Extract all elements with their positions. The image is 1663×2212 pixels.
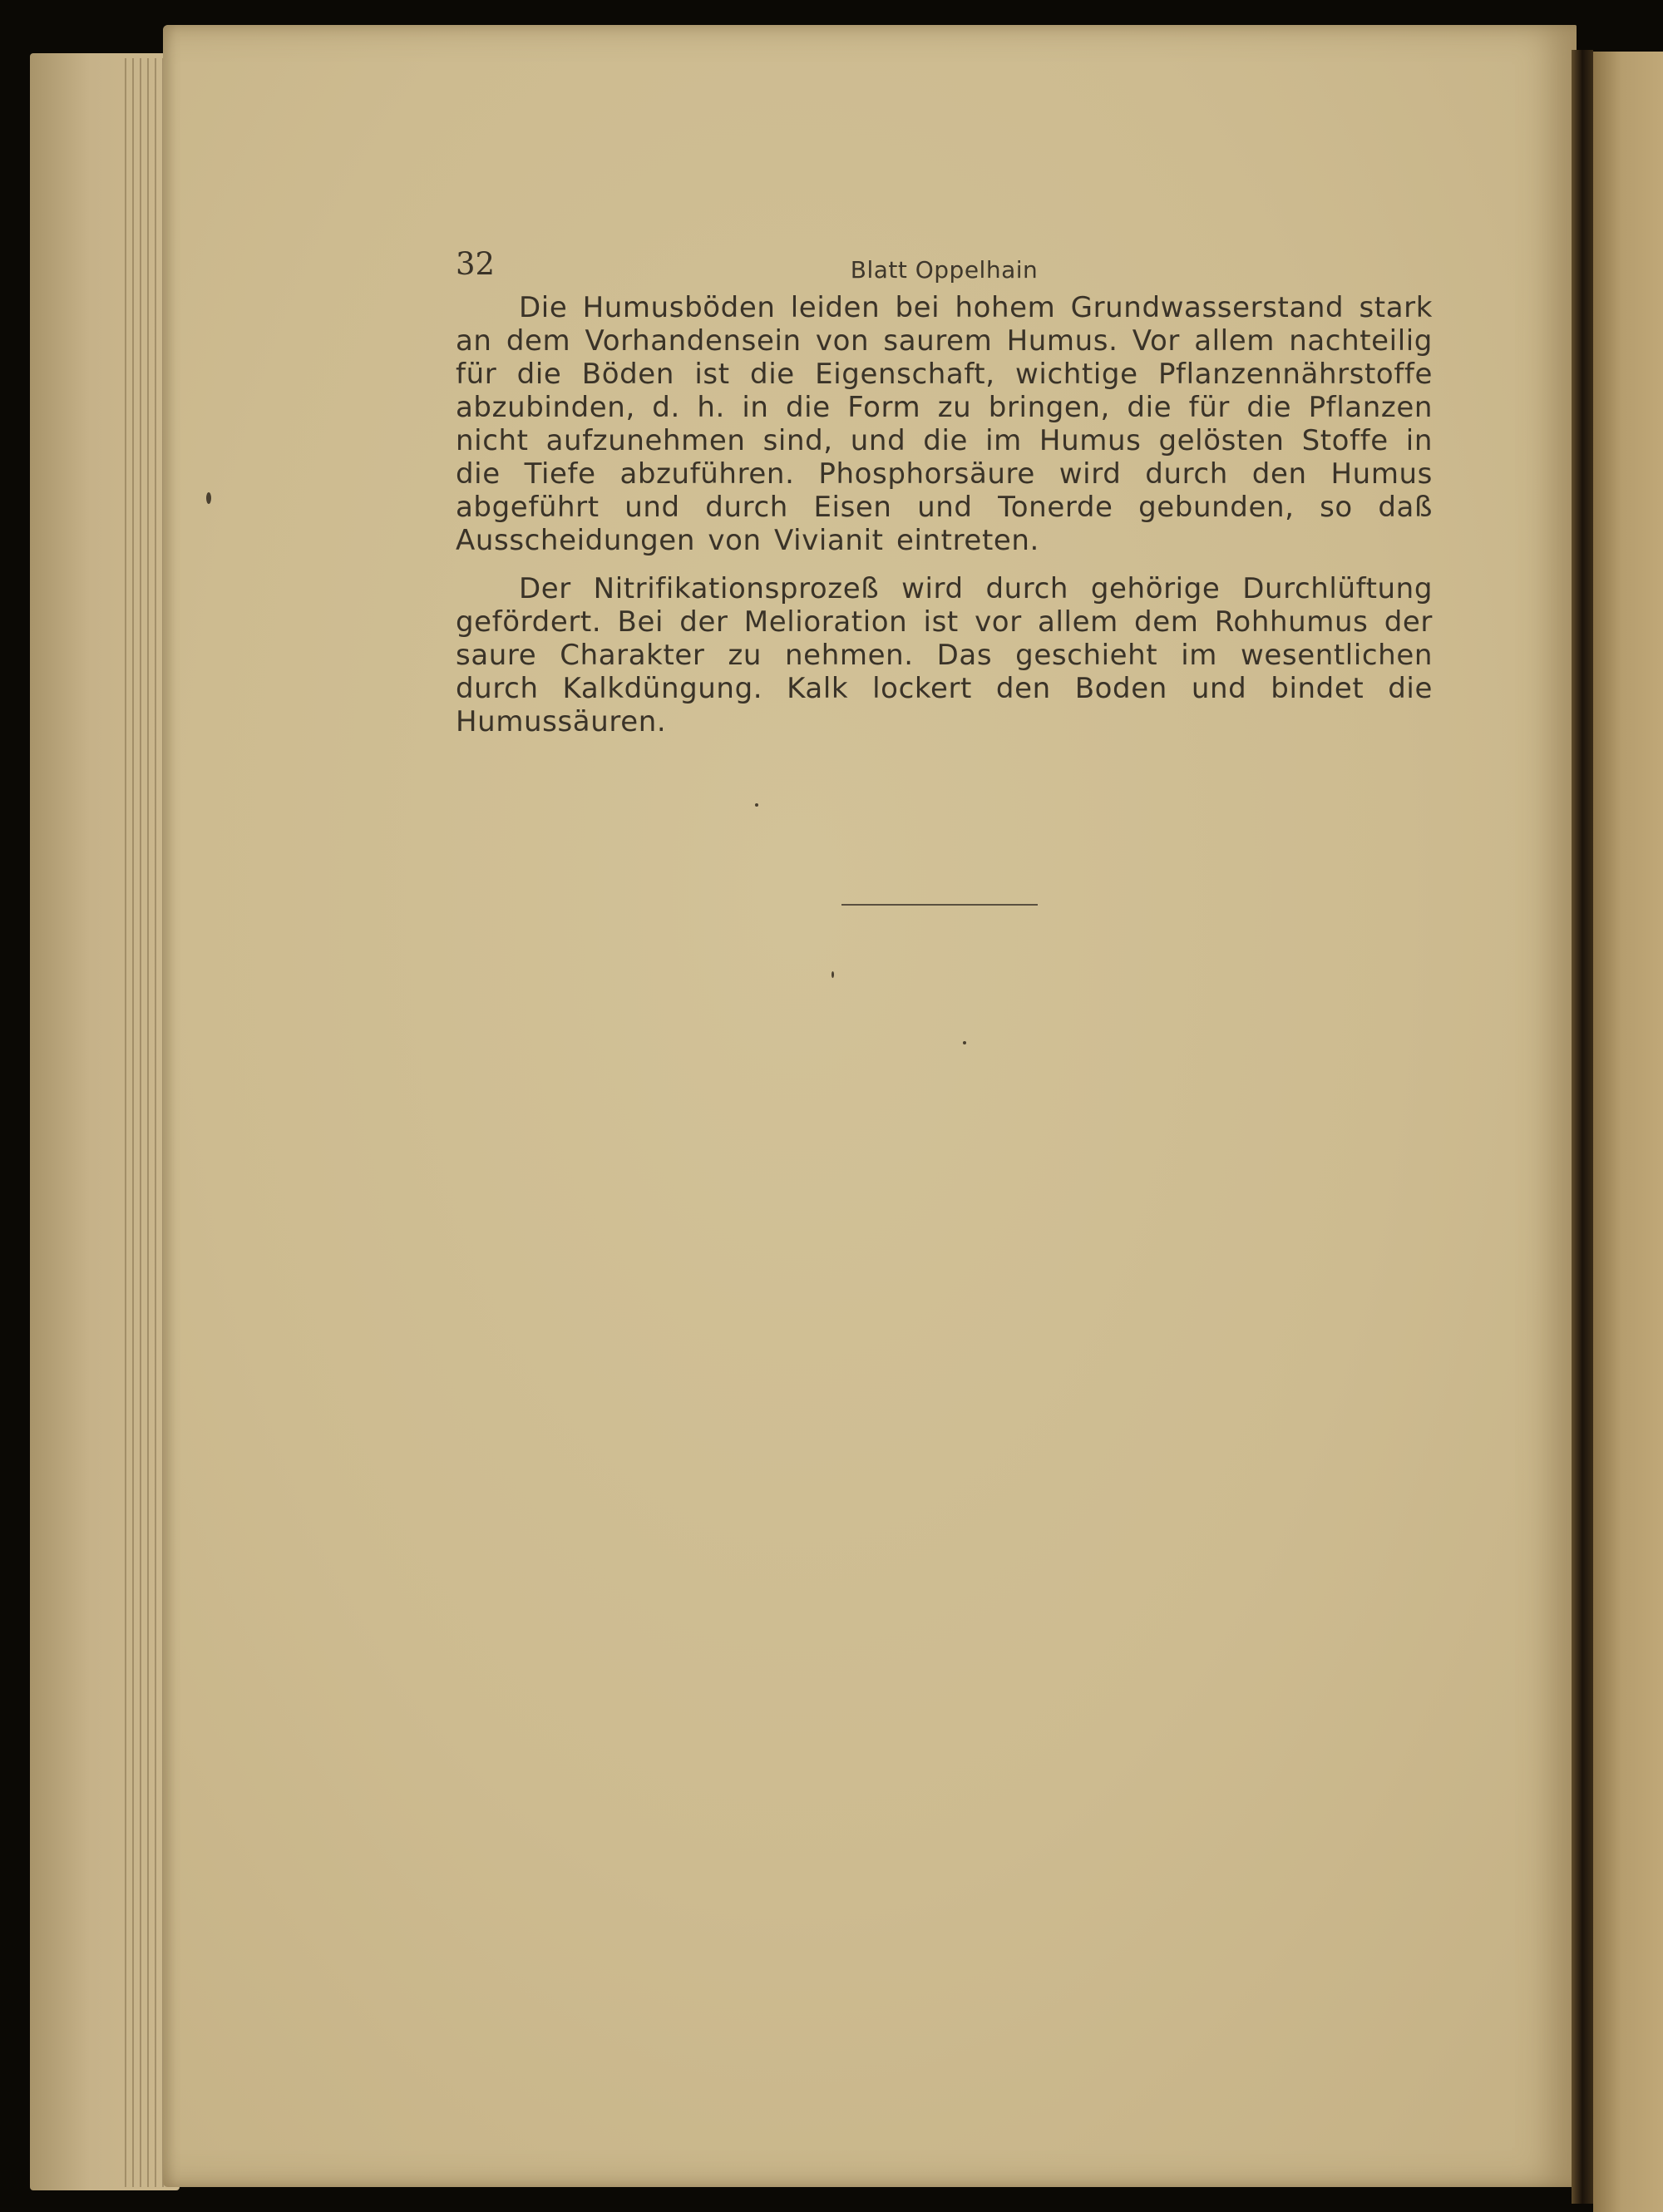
- paragraph-humus-soils: Die Humusböden leiden bei hohem Grundwasserstand stark an dem Vorhandensein von saurem Humus. Vor allem nachteilig für die Böden ist die Eigenschaft, wichtige Pflanzennährstoffe abzubinden, d. h. in die Form zu bringen, die für die Pflanzen nicht aufzunehmen sind, und die im Humus gelösten Stoffe in die Tiefe abzuführen. Phosphorsäure wird durch den Humus abgeführt und durch Eisen und Tonerde gebunden, so daß Ausscheidungen von Vivianit eintreten.: [456, 291, 1433, 557]
- facing-page-edge: [1593, 52, 1663, 2212]
- paper-speck: [832, 971, 834, 978]
- end-rule: [841, 904, 1038, 906]
- book-binding-gutter: [1572, 50, 1593, 2204]
- page-number: 32: [456, 246, 496, 282]
- page-stack-lines: [125, 58, 166, 2187]
- paragraph-nitrification: Der Nitrifikationsprozeß wird durch gehörige Durchlüftung gefördert. Bei der Melioration ist vor allem dem Rohhumus der saure Charakter zu nehmen. Das geschieht im wesentlichen durch Kalkdüngung. Kalk lockert den Boden und bindet die Humussäuren.: [456, 572, 1433, 738]
- paper-speck: [755, 803, 758, 807]
- page-content: [456, 246, 1433, 738]
- paper-speck: [206, 492, 211, 504]
- running-title: Blatt Oppelhain: [850, 256, 1039, 284]
- running-header: [456, 246, 1433, 291]
- paper-speck: [963, 1041, 966, 1044]
